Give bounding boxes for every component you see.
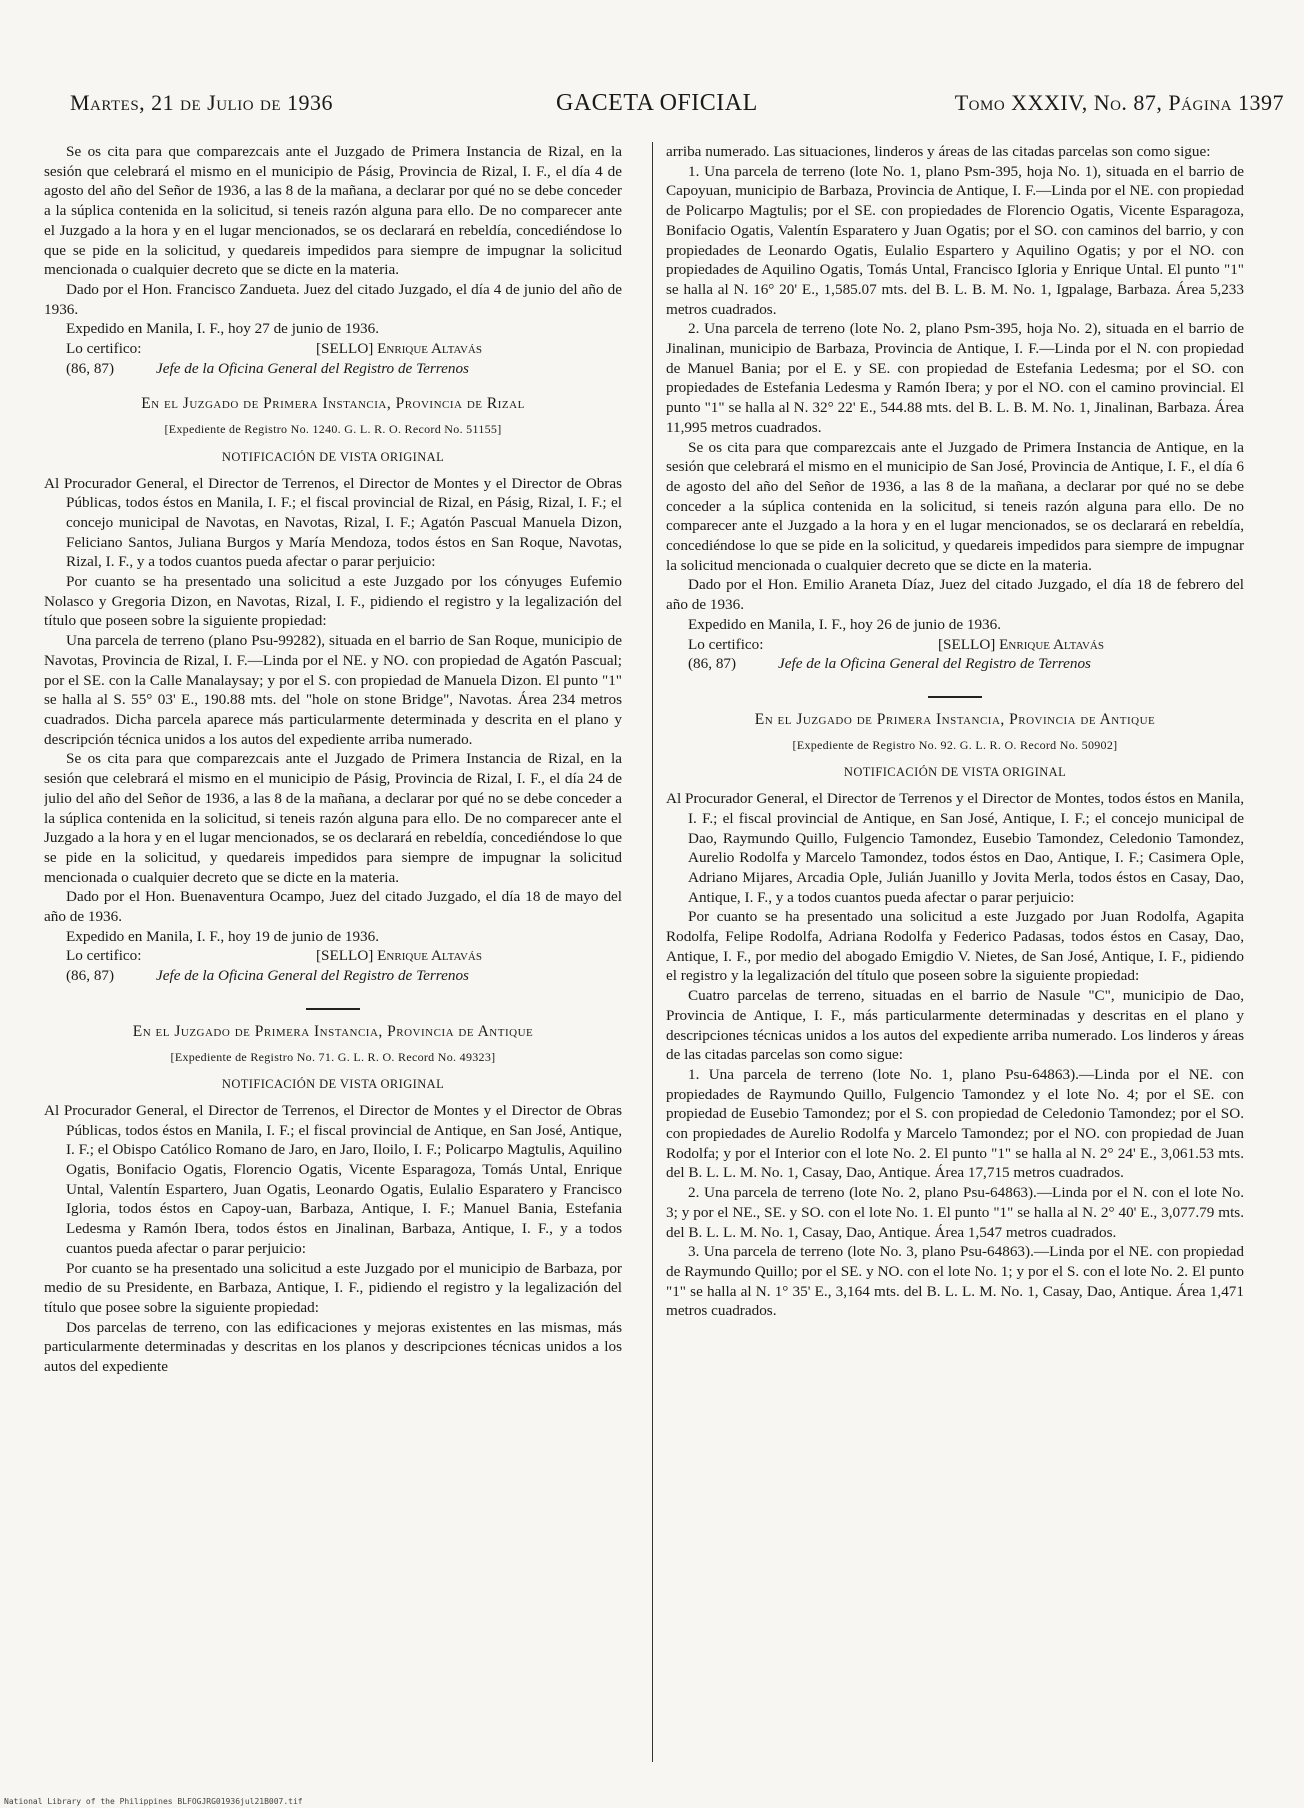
petition-paragraph: Por cuanto se ha presentado una solicitud a este Juzgado por el municipio de Barbaza, por medio de su Presidente, en Barbaza, Antique, I. F., pidiendo el registro y la legalización del título que posee sobre la siguiente propiedad: bbox=[44, 1259, 622, 1316]
signature-title-row bbox=[44, 359, 622, 379]
section-rule bbox=[306, 1008, 360, 1010]
lot-description: 2. Una parcela de terreno (lote No. 2, plano Psu-64863).—Linda por el N. con el lote No. 3; y por el NE., SE. y SO. con el lote No. 1. El punto "1" se halla al N. 2° 40' E., 3,077.79 mts. del B. L. L. M. No. 1, Casay, Dao, Antique. Área 1,547 metros cuadrados. bbox=[666, 1184, 1244, 1241]
signer-title: Jefe de la Oficina General del Registro de Terrenos bbox=[156, 967, 469, 985]
issue-numbers: (86, 87) bbox=[66, 359, 115, 377]
section-rule bbox=[928, 696, 982, 698]
summons-paragraph: Se os cita para que comparezcais ante el Juzgado de Primera Instancia de Antique, en la sesión que celebrará el mismo en el municipio de San José, Provincia de Antique, I. F., el día 6 de agosto del año del Señor de 1936, a las 8 de la mañana, a declarar por qué no se debe conceder a la súplica contenida en la solicitud, si teneis razón alguna para ello. De no comparecer ante el Juzgado a la hora y en el lugar mencionados, se os declarará en rebeldía, concediéndose lo que se pide en la solicitud, y quedareis impedidos para siempre de impugnar la solicitud mencionada o cualquier decreto que se dicte en la materia. bbox=[666, 438, 1244, 574]
petition-paragraph: Por cuanto se ha presentado una solicitud a este Juzgado por Juan Rodolfa, Agapita Rodolfa, Felipe Rodolfa, Adriana Rodolfa y Federico Padasas, todos éstos en Casay, Dao, Antique, I. F., por medio del abogado Emigdio V. Nietes, de San José, Antique, I. F., pidiendo el registro y la legalización del título que poseen sobre la siguiente propiedad: bbox=[666, 908, 1244, 985]
seal-signature: [SELLO] Enrique Altavás bbox=[938, 635, 1104, 653]
seal-signature: [SELLO] Enrique Altavás bbox=[316, 340, 482, 358]
certification-row bbox=[666, 635, 1244, 655]
issued-at: Expedido en Manila, I. F., hoy 26 de junio de 1936. bbox=[688, 615, 1002, 633]
record-number: [Expediente de Registro No. 71. G. L. R. O. Record No. 49323] bbox=[170, 1049, 496, 1064]
parcel-description: Una parcela de terreno (plano Psu-99282), situada en el barrio de San Roque, municipio de Navotas, Provincia de Rizal, I. F.—Linda por el NE. y NO. con propiedad de Agatón Pascual; por el SE. con la Calle Manalaysay; y por el S. con propiedad de Manuela Dizon. El punto "1" se halla al S. 55° 03' E., 190.88 mts. del "hole on stone Bridge", Navotas. Área 234 metros cuadrados. Dicha parcela aparece más particularmente determinada y descrita en el plano y descripción técnica unidos a los autos del expediente arriba numerado. bbox=[44, 632, 622, 748]
lot-description: 3. Una parcela de terreno (lote No. 3, plano Psu-64863).—Linda por el NE. con propiedad de Raymundo Quillo; por el SE. y NO. con el lote No. 1; y por el S. con el lote No. 2. El punto "1" se halla al N. 1° 35' E., 3,164 mts. del B. L. L. M. No. 1, Casay, Dao, Antique. Área 1,471 metros cuadrados. bbox=[666, 1243, 1244, 1320]
certify-label: Lo certifico: bbox=[66, 340, 142, 358]
certify-label: Lo certifico: bbox=[66, 947, 142, 965]
certify-label: Lo certifico: bbox=[688, 635, 764, 653]
addressees: Al Procurador General, el Director de Terrenos y el Director de Montes, todos éstos en Manila, I. F.; el fiscal provincial de Antique, en San José, Antique, I. F.; el concejo municipal de Dao, Raymundo Quillo, Fulgencio Tamondez, Eusebio Tamondez, Celedonio Tamondez, Aurelio Rodolfa y Marcelo Tamondez, todos éstos en Dao, Antique, I. F.; Casimera Ople, Adriano Mijares, Arcadia Ople, Julián Juanillo y Jovita Merla, todos éstos en Casay, Dao, Antique, I. F., y a todos cuantos pueda afectar o parar perjuicio: bbox=[666, 790, 1244, 906]
court-heading: En el Juzgado de Primera Instancia, Provincia de Antique bbox=[132, 1022, 534, 1040]
notice-title: NOTIFICACIÓN DE VISTA ORIGINAL bbox=[221, 449, 445, 464]
signature-title-row bbox=[666, 654, 1244, 674]
issued-at: Expedido en Manila, I. F., hoy 19 de junio de 1936. bbox=[66, 927, 380, 945]
lot-description: 1. Una parcela de terreno (lote No. 1, plano Psu-64863).—Linda por el NE. con propiedades de Raymundo Quillo, Fulgencio Tamondez y el lote No. 4; por el SE. con propiedad de Eusebio Tamondez; por el S. con propiedad de Celedonio Tamondez; por el SO. con propiedades de Aurelio Rodolfa y Marcelo Tamondez; por el NO. con propiedad de Juan Rodolfa; y por el Interior con el lote No. 2. El punto "1" se halla al N. 2° 24' E., 3,061.53 mts. del B. L. L. M. No. 1, Casay, Dao, Antique. Área 17,715 metros cuadrados. bbox=[666, 1065, 1244, 1182]
summons-paragraph: Se os cita para que comparezcais ante el Juzgado de Primera Instancia de Rizal, en la sesión que celebrará el mismo en el municipio de Pásig, Provincia de Rizal, I. F., el día 24 de julio del año del Señor de 1936, a las 8 de la mañana, a declarar por qué no se debe conceder a la súplica contenida en la solicitud, si teneis razón alguna para ello. De no comparecer ante el Juzgado a la hora y en el lugar mencionados, se os declarará en rebeldía, concediéndose lo que se pide en la solicitud, y quedareis impedidos para siempre de impugnar la solicitud mencionada o cualquier decreto que se dicte en la materia. bbox=[44, 750, 622, 886]
court-heading: En el Juzgado de Primera Instancia, Provincia de Antique bbox=[754, 710, 1156, 728]
certification-row bbox=[44, 946, 622, 966]
summons-paragraph: Se os cita para que comparezcais ante el Juzgado de Primera Instancia de Rizal, en la sesión que celebrará el mismo en el municipio de Pásig, Provincia de Rizal, I. F., el día 4 de agosto del año del Señor de 1936, a las 8 de la mañana, a declarar por qué no se debe conceder a la súplica contenida en la solicitud, si teneis razón alguna para ello. De no comparecer ante el Juzgado a la hora y en el lugar mencionados, se os declarará en rebeldía, concediéndose lo que se pide en la solicitud, y quedareis impedidos para siempre de impugnar la solicitud mencionada o cualquier decreto que se dicte en la materia. bbox=[44, 143, 622, 279]
continued-text: arriba numerado. Las situaciones, linderos y áreas de las citadas parcelas son como sigue: bbox=[666, 143, 1211, 160]
page-header bbox=[70, 90, 1284, 124]
addressees: Al Procurador General, el Director de Terrenos, el Director de Montes y el Director de Obras Públicas, todos éstos en Manila, I. F.; el fiscal provincial de Rizal, en Pásig, Rizal, I. F.; el concejo municipal de Navotas, en Navotas, Rizal, I. F.; Agatón Pascual Manuela Dizon, Feliciano Santos, Juliana Burgos y María Mendoza, todos éstos en San Roque, Navotas, Rizal, I. F., y a todos cuantos pueda afectar o parar perjuicio: bbox=[44, 474, 622, 571]
notice-title: NOTIFICACIÓN DE VISTA ORIGINAL bbox=[221, 1077, 445, 1092]
publication-title: GACETA OFICIAL bbox=[556, 90, 758, 116]
certification-row bbox=[44, 339, 622, 359]
signer-title: Jefe de la Oficina General del Registro de Terrenos bbox=[156, 359, 469, 377]
seal-signature: [SELLO] Enrique Altavás bbox=[316, 947, 482, 965]
lot-description: 2. Una parcela de terreno (lote No. 2, plano Psm-395, hoja No. 2), situada en el barrio de Jinalinan, municipio de Barbaza, Provincia de Antique, I. F.—Linda por el N. con propiedad de Manuel Bania; por el E. y SE. con propiedad de Estefania Ledesma; por el SO. con propiedades de Estefania Ledesma y Ramón Ibera; y por el NO. con el camino provincial. El punto "1" se halla al N. 32° 22' E., 544.88 mts. del B. L. B. M. No. 1, Jinalinan, Barbaza. Área 11,995 metros cuadrados. bbox=[666, 320, 1244, 436]
petition-paragraph: Por cuanto se ha presentado una solicitud a este Juzgado por los cónyuges Eufemio Nolasco y Gregoria Dizon, en Navotas, Rizal, I. F., pidiendo el registro y la legalización del título que poseen sobre la siguiente propiedad: bbox=[44, 573, 622, 630]
issued-at: Expedido en Manila, I. F., hoy 27 de junio de 1936. bbox=[66, 320, 380, 338]
parcels-intro: Cuatro parcelas de terreno, situadas en el barrio de Nasule "C", municipio de Dao, Provincia de Antique, I. F., más particularmente determinadas y descritas en el plano y descripciones técnicas unidos a los autos del expediente arriba numerado. Los linderos y áreas de las citadas parcelas son como sigue: bbox=[666, 987, 1244, 1064]
record-number: [Expediente de Registro No. 1240. G. L. R. O. Record No. 51155] bbox=[164, 422, 502, 437]
given-by: Dado por el Hon. Emilio Araneta Díaz, Juez del citado Juzgado, el día 18 de febrero del año de 1936. bbox=[666, 576, 1244, 614]
issue-numbers: (86, 87) bbox=[688, 655, 737, 673]
lot-description: 1. Una parcela de terreno (lote No. 1, plano Psm-395, hoja No. 1), situada en el barrio de Capoyuan, municipio de Barbaza, Provincia de Antique, I. F.—Linda por el NE. con propiedad de Policarpo Magtulis; por el SE. con propiedades de Florencio Ogatis, Vicente Esparagoza, Bonifacio Ogatis, Valentín Esparatero y Juan Ogatis; por el SO. con caminos del barrio, y con propiedades de Leonardo Ogatis, Eulalio Espartero y Aquilino Ogatis; y por el NO. con propiedades de Aquilino Ogatis, Tomás Untal, Francisco Igloria y Enrique Untal. El punto "1" se halla al N. 16° 20' E., 1,585.07 mts. del B. L. B. M. No. 1, Igpalage, Barbaza. Área 5,233 metros cuadrados. bbox=[666, 162, 1244, 318]
left-column bbox=[44, 142, 622, 1762]
record-number: [Expediente de Registro No. 92. G. L. R. O. Record No. 50902] bbox=[792, 737, 1118, 752]
issue-date: Martes, 21 de Julio de 1936 bbox=[70, 90, 334, 115]
given-by: Dado por el Hon. Francisco Zandueta. Juez del citado Juzgado, el día 4 de junio del año de 1936. bbox=[44, 280, 622, 318]
issue-numbers: (86, 87) bbox=[66, 967, 115, 985]
signature-title-row bbox=[44, 966, 622, 986]
scan-footer: National Library of the Philippines BLFOGJRG01936jul21B007.tif bbox=[4, 1797, 303, 1806]
addressees: Al Procurador General, el Director de Terrenos, el Director de Montes y el Director de Obras Públicas, todos éstos en Manila, I. F.; el fiscal provincial de Antique, en San José, Antique, I. F.; el Obispo Católico Romano de Jaro, en Jaro, Iloilo, I. F.; Policarpo Magtulis, Aquilino Ogatis, Bonifacio Ogatis, Florencio Ogatis, Vicente Esparagoza, Tomás Untal, Enrique Untal, Valentín Espartero, Juan Ogatis, Leonardo Ogatis, Eulalio Esparatero y Francisco Igloria, todos éstos en Capoy-uan, Barbaza, Antique, I. F.; Manuel Bania, Estefania Ledesma y Ramón Ibera, todos éstos en Jinalinan, Barbaza, Antique, I. F., y a todos cuantos pueda afectar o parar perjuicio: bbox=[44, 1101, 622, 1257]
parcels-intro: Dos parcelas de terreno, con las edificaciones y mejoras existentes en las mismas, más particularmente determinadas y descritas en los planos y descripciones técnicas unidos a los autos del expediente bbox=[44, 1318, 622, 1376]
column-divider bbox=[652, 142, 653, 1762]
given-by: Dado por el Hon. Buenaventura Ocampo, Juez del citado Juzgado, el día 18 de mayo del año de 1936. bbox=[44, 888, 622, 926]
court-heading: En el Juzgado de Primera Instancia, Provincia de Rizal bbox=[141, 395, 525, 413]
right-column bbox=[666, 142, 1244, 1762]
volume-page: Tomo XXXIV, No. 87, Página 1397 bbox=[954, 90, 1284, 115]
signer-title: Jefe de la Oficina General del Registro de Terrenos bbox=[778, 655, 1091, 673]
notice-title: NOTIFICACIÓN DE VISTA ORIGINAL bbox=[843, 765, 1067, 780]
